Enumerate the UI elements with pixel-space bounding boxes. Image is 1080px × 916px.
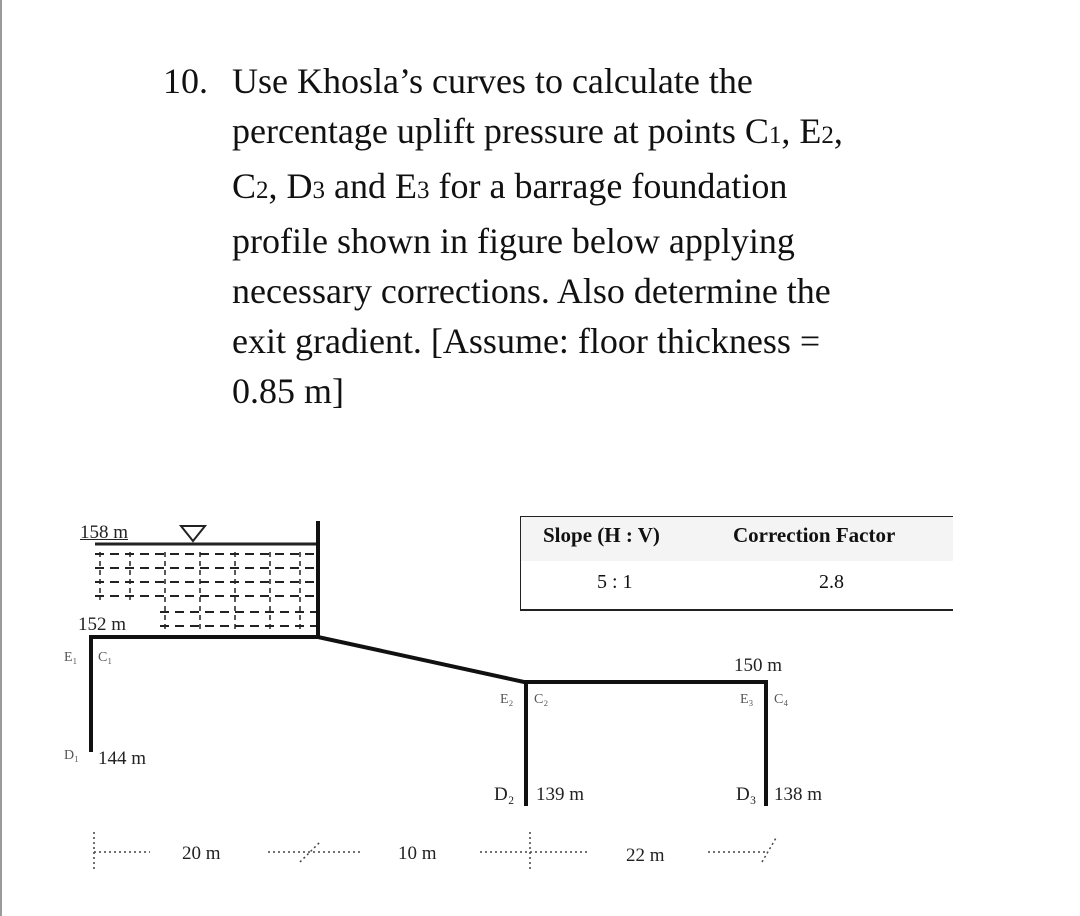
dimension-20m: 20 m (182, 843, 221, 864)
question-line-4: profile shown in figure below applying (232, 221, 795, 261)
question-text (163, 56, 963, 416)
question-number: 10. (163, 61, 208, 101)
point-C2: C₂ (534, 692, 549, 707)
point-D3: D₃ (736, 784, 757, 805)
question-line-1: Use Khosla’s curves to calculate the (232, 61, 753, 101)
question-line-5: necessary corrections. Also determine the (232, 271, 831, 311)
point-D1: D₁ (64, 748, 79, 763)
page-left-border (0, 0, 2, 916)
table-header-slope: Slope (H : V) (543, 523, 660, 547)
table-cell-slope: 5 : 1 (597, 571, 633, 593)
point-C1: C₁ (98, 650, 113, 665)
point-E1: E₁ (64, 650, 78, 665)
upstream-water (95, 544, 318, 630)
label-pile2-bottom: 139 m (536, 784, 585, 805)
water-level-triangle-icon (181, 526, 205, 541)
question-line-3: C2, D3 and E3 for a barrage foundation (232, 166, 788, 206)
question-line-6: exit gradient. [Assume: floor thickness = (232, 321, 821, 361)
label-upstream-floor-level: 152 m (78, 614, 127, 635)
point-D2: D₂ (494, 784, 515, 805)
question-body (232, 56, 963, 416)
dimension-10m: 10 m (398, 843, 437, 864)
point-E3: E₃ (740, 692, 754, 707)
label-downstream-floor-level: 150 m (734, 655, 783, 676)
question-line-2: percentage uplift pressure at points C1, E2, (232, 111, 843, 151)
table-cell-correction-factor: 2.8 (819, 571, 844, 593)
label-pile1-bottom: 144 m (98, 748, 147, 769)
label-water-level: 158 m (80, 522, 129, 543)
point-E2: E₂ (500, 692, 514, 707)
question-line-7: 0.85 m] (232, 371, 344, 411)
dimension-22m: 22 m (626, 845, 665, 866)
floor-profile (90, 637, 742, 682)
label-pile3-bottom: 138 m (774, 784, 823, 805)
table-header-correction-factor: Correction Factor (733, 523, 896, 547)
correction-table (520, 516, 953, 611)
point-C4: C₄ (774, 692, 789, 707)
